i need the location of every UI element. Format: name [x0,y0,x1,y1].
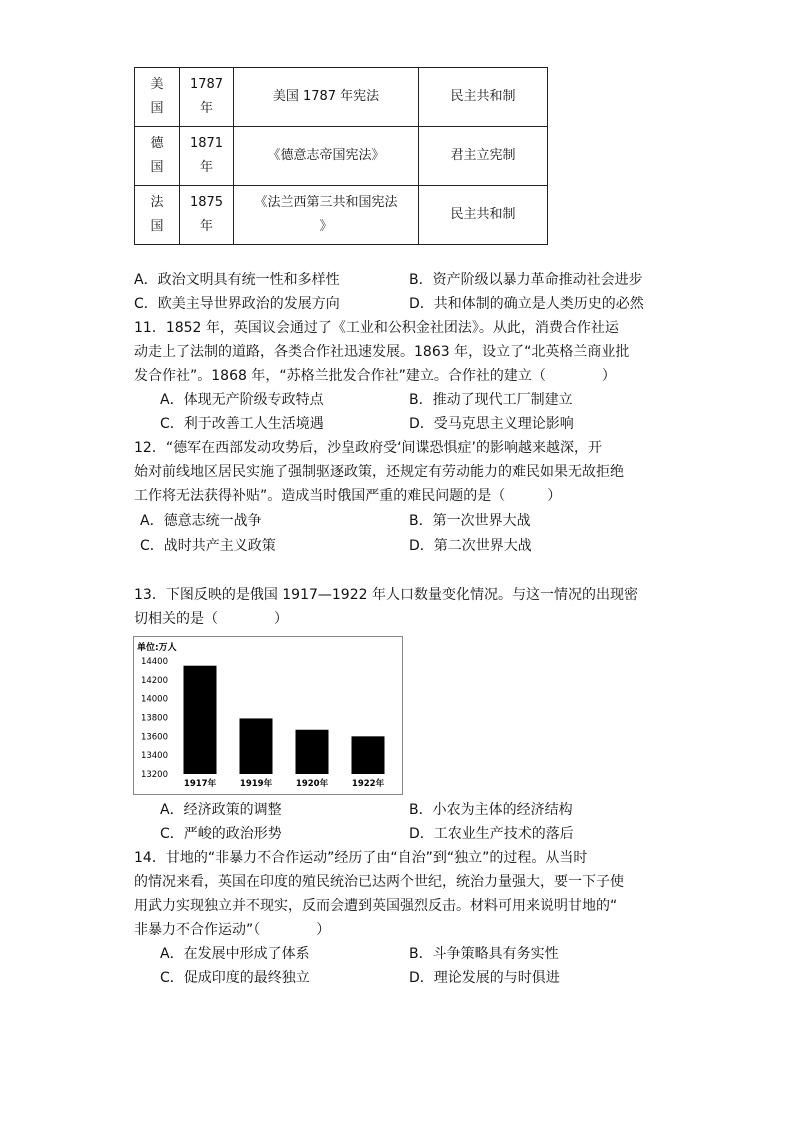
q11-stem-line: 动走上了法制的道路，各类合作社迅速发展。1863 年，设立了“北英格兰商业批 [134,344,630,360]
table-cell-year: 1875 年 [180,186,234,245]
q14-stem-line: 非暴力不合作运动”（ ） [134,922,331,938]
y-tick-label: 14200 [140,675,168,686]
table-cell-country: 法 国 [135,186,180,245]
population-bar-chart [134,637,402,794]
table-cell-year: 1871 年 [180,127,234,186]
q13-option-d[interactable]: D．工农业生产技术的落后 [409,826,574,842]
population-chart [133,636,403,795]
q14-stem-line: 14．甘地的“非暴力不合作运动”经历了由“自治”到“独立”的过程。从当时 [134,850,588,866]
y-tick-label: 13200 [140,770,168,780]
table-cell-system: 君主立宪制 [419,127,548,186]
bar [240,718,273,774]
table-cell-document: 美国 1787 年宪法 [234,68,419,127]
table-row [135,186,548,245]
q12-option-a[interactable]: A．德意志统一战争 [140,513,262,529]
q13-stem-line: 切相关的是（ ） [134,611,288,627]
y-tick-label: 13600 [140,732,168,743]
q10-option-d[interactable]: D．共和体制的确立是人类历史的必然 [409,296,644,312]
q12-stem-line: 12．“德军在西部发动攻势后，沙皇政府受‘间谍恐惧症’的影响越来越深，开 [134,440,602,456]
table-cell-country: 美 国 [135,68,180,127]
bar [184,666,217,774]
q10-option-b[interactable]: B．资产阶级以暴力革命推动社会进步 [409,272,643,288]
q13-stem-line: 13．下图反映的是俄国 1917—1922 年人口数量变化情况。与这一情况的出现密 [134,587,638,603]
table-cell-country: 德 国 [135,127,180,186]
x-tick-label: 1919年 [239,779,273,789]
q12-option-d[interactable]: D．第二次世界大战 [409,538,532,554]
q13-option-c[interactable]: C．严峻的政治形势 [160,826,282,842]
y-tick-label: 14000 [140,694,168,705]
q13-option-a[interactable]: A．经济政策的调整 [160,802,282,818]
chart-unit-label: 单位:万人 [137,643,177,653]
q10-option-a[interactable]: A．政治文明具有统一性和多样性 [134,272,340,288]
q11-stem-line: 11．1852 年，英国议会通过了《工业和公积金社团法》。从此，消费合作社运 [134,320,619,336]
constitution-table [134,67,548,245]
q12-stem-line: 始对前线地区居民实施了强制驱逐政策，还规定有劳动能力的难民如果无故拒绝 [134,464,624,480]
table-cell-document: 《德意志帝国宪法》 [234,127,419,186]
bar [296,730,329,774]
table-row [135,127,548,186]
table-cell-system: 民主共和制 [419,68,548,127]
q11-option-d[interactable]: D．受马克思主义理论影响 [409,416,574,432]
q12-option-c[interactable]: C．战时共产主义政策 [140,538,276,554]
table-cell-year: 1787 年 [180,68,234,127]
q14-option-a[interactable]: A．在发展中形成了体系 [160,946,310,962]
q14-stem-line: 的情况来看，英国在印度的殖民统治已达两个世纪，统治力量强大，要一下子使 [134,874,624,890]
x-tick-label: 1917年 [183,779,217,789]
q14-option-d[interactable]: D．理论发展的与时俱进 [409,970,560,986]
q14-option-c[interactable]: C．促成印度的最终独立 [160,970,310,986]
x-tick-label: 1922年 [351,779,385,789]
q11-stem-line: 发合作社”。1868 年，“苏格兰批发合作社”建立。合作社的建立（ ） [134,368,616,384]
y-tick-label: 13800 [140,713,168,724]
x-tick-label: 1920年 [295,779,329,789]
q11-option-b[interactable]: B．推动了现代工厂制建立 [409,392,573,408]
table-row [135,68,548,127]
table-cell-system: 民主共和制 [419,186,548,245]
q10-option-c[interactable]: C．欧美主导世界政治的发展方向 [134,296,340,312]
q14-stem-line: 用武力实现独立并不现实，反而会遭到英国强烈反击。材料可用来说明甘地的“ [134,898,618,914]
q13-option-b[interactable]: B．小农为主体的经济结构 [409,802,573,818]
q11-option-c[interactable]: C．利于改善工人生活境遇 [160,416,324,432]
q14-option-b[interactable]: B．斗争策略具有务实性 [409,946,559,962]
q11-option-a[interactable]: A．体现无产阶级专政特点 [160,392,324,408]
table-cell-document: 《法兰西第三共和国宪法 》 [234,186,419,245]
bar [352,736,385,774]
q12-option-b[interactable]: B．第一次世界大战 [409,513,531,529]
y-tick-label: 14400 [140,657,168,667]
q12-stem-line: 工作将无法获得补贴”。造成当时俄国严重的难民问题的是（ ） [134,488,562,504]
y-tick-label: 13400 [140,751,168,762]
